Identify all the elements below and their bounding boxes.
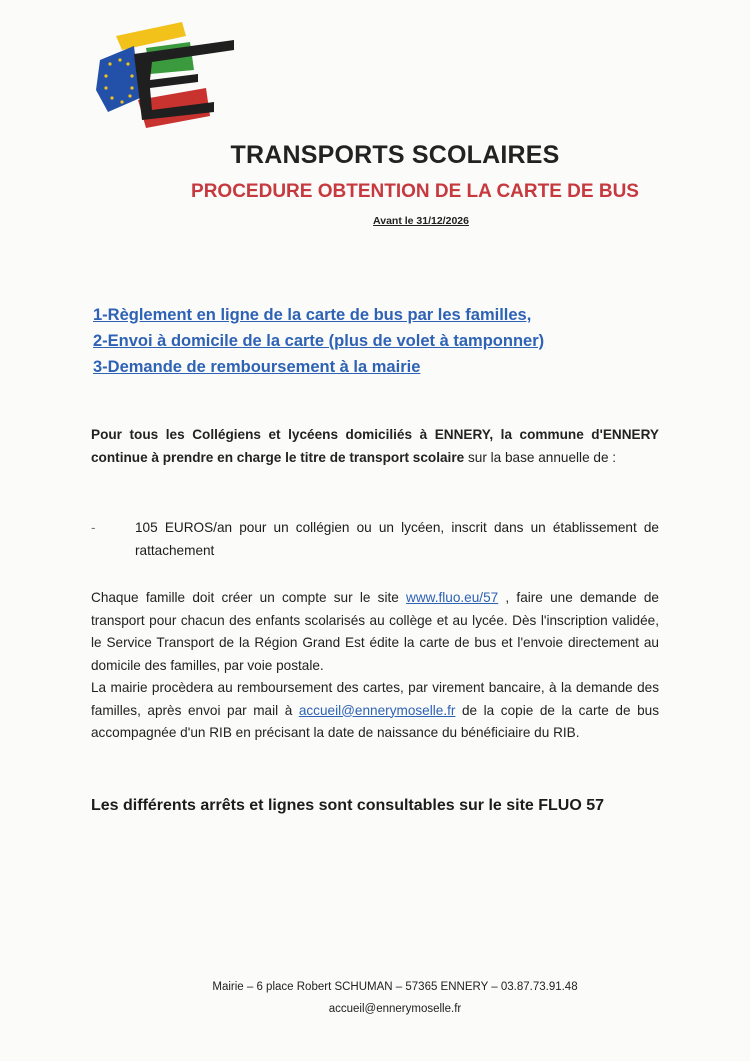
document-subtitle: PROCEDURE OBTENTION DE LA CARTE DE BUS	[191, 181, 639, 202]
bullet-text: 105 EUROS/an pour un collégien ou un lycéen, inscrit dans un établissement de rattachement	[135, 520, 659, 558]
steps-list	[93, 302, 544, 380]
intro-rest-text: sur la base annuelle de :	[464, 449, 617, 465]
procedure-text: , faire une demande de transport pour chacun des enfants scolarisés au collège et au lycée. Dès l'inscription validée, le Service Transport de la Région Grand Est édite la carte de bus et l'envoie directement au domicile des familles, par voie postale.	[91, 590, 659, 673]
bullet-item	[91, 517, 659, 562]
footer-address: Mairie – 6 place Robert SCHUMAN – 57365 ENNERY – 03.87.73.91.48	[212, 981, 578, 993]
deadline-note: Avant le 31/12/2026	[373, 215, 469, 227]
intro-paragraph	[91, 424, 659, 469]
procedure-text: de la copie de la carte de bus accompagnée d'un RIB en précisant la date de naissance du bénéficiaire du RIB.	[91, 702, 659, 740]
ennery-logo-icon	[94, 18, 244, 130]
footer	[20, 976, 750, 1020]
document-title: TRANSPORTS SCOLAIRES	[230, 141, 560, 169]
step-item: 2-Envoi à domicile de la carte (plus de volet à tamponner)	[93, 332, 545, 350]
email-link[interactable]: accueil@ennerymoselle.fr	[298, 702, 456, 718]
procedure-text: Chaque famille doit créer un compte sur le site	[91, 590, 407, 605]
procedure-text: La mairie procèdera au remboursement des cartes, par virement bancaire, à la demande des familles, après envoi par mail à	[91, 680, 659, 718]
footer-email: accueil@ennerymoselle.fr	[328, 1003, 462, 1015]
procedure-paragraph	[91, 587, 659, 745]
conclusion-text: Les différents arrêts et lignes sont consultables sur le site FLUO 57	[91, 797, 605, 814]
intro-bold-text: Pour tous les Collégiens et lycéens domiciliés à ENNERY, la commune d'ENNERY continue à prendre en charge le titre de transport scolaire	[91, 427, 659, 465]
fluo-site-link[interactable]: www.fluo.eu/57	[406, 590, 499, 605]
step-item: 1-Règlement en ligne de la carte de bus par les familles,	[93, 306, 532, 324]
bullet-mark: -	[91, 520, 96, 535]
step-item: 3-Demande de remboursement à la mairie	[93, 358, 421, 376]
